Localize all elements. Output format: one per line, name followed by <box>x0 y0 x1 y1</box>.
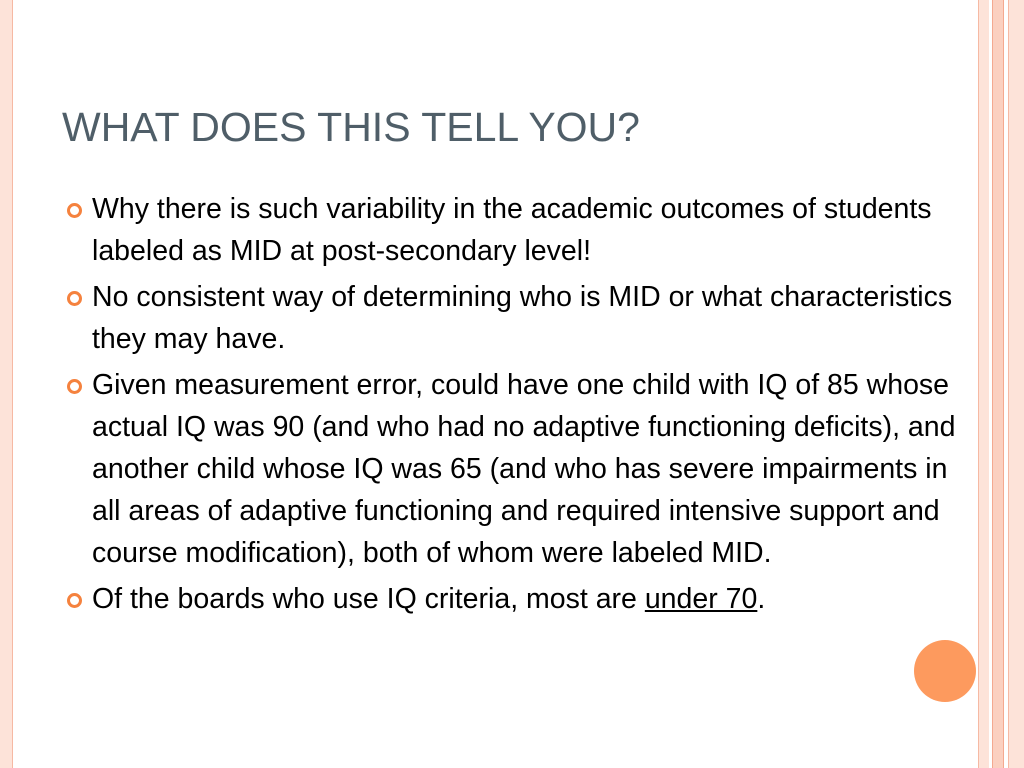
bullet-item <box>62 276 962 360</box>
bullet-text: No consistent way of determining who is MID or what characteristics they may have. <box>92 281 953 355</box>
bullet-underlined-text: under 70 <box>644 583 758 615</box>
bullet-item <box>62 188 962 272</box>
right-frame-stripes <box>978 0 1024 768</box>
orange-circle-icon <box>914 640 976 702</box>
bullet-item <box>62 364 962 574</box>
bullet-item <box>62 578 962 620</box>
stripe <box>978 0 989 768</box>
slide-title: WHAT DOES THIS TELL YOU? <box>62 104 640 150</box>
ring-bullet-icon <box>67 203 82 218</box>
left-frame-border <box>0 0 13 768</box>
ring-bullet-icon <box>67 291 82 306</box>
bullet-text-after: . <box>757 583 766 615</box>
bullet-text-before: Of the boards who use IQ criteria, most are <box>92 583 645 615</box>
bullet-list <box>62 188 962 624</box>
ring-bullet-icon <box>67 379 82 394</box>
stripe <box>992 0 1004 768</box>
bullet-text: Given measurement error, could have one child with IQ of 85 whose actual IQ was 90 (and who had no adaptive functioning deficits), and another child whose IQ was 65 (and who has severe impairments in all areas of adaptive functioning and required intensive support and course modification), both of whom were labeled MID. <box>92 369 956 569</box>
bullet-text: Why there is such variability in the academic outcomes of students labeled as MID at post-secondary level! <box>92 193 932 267</box>
ring-bullet-icon <box>67 593 82 608</box>
stripe <box>1008 0 1024 768</box>
